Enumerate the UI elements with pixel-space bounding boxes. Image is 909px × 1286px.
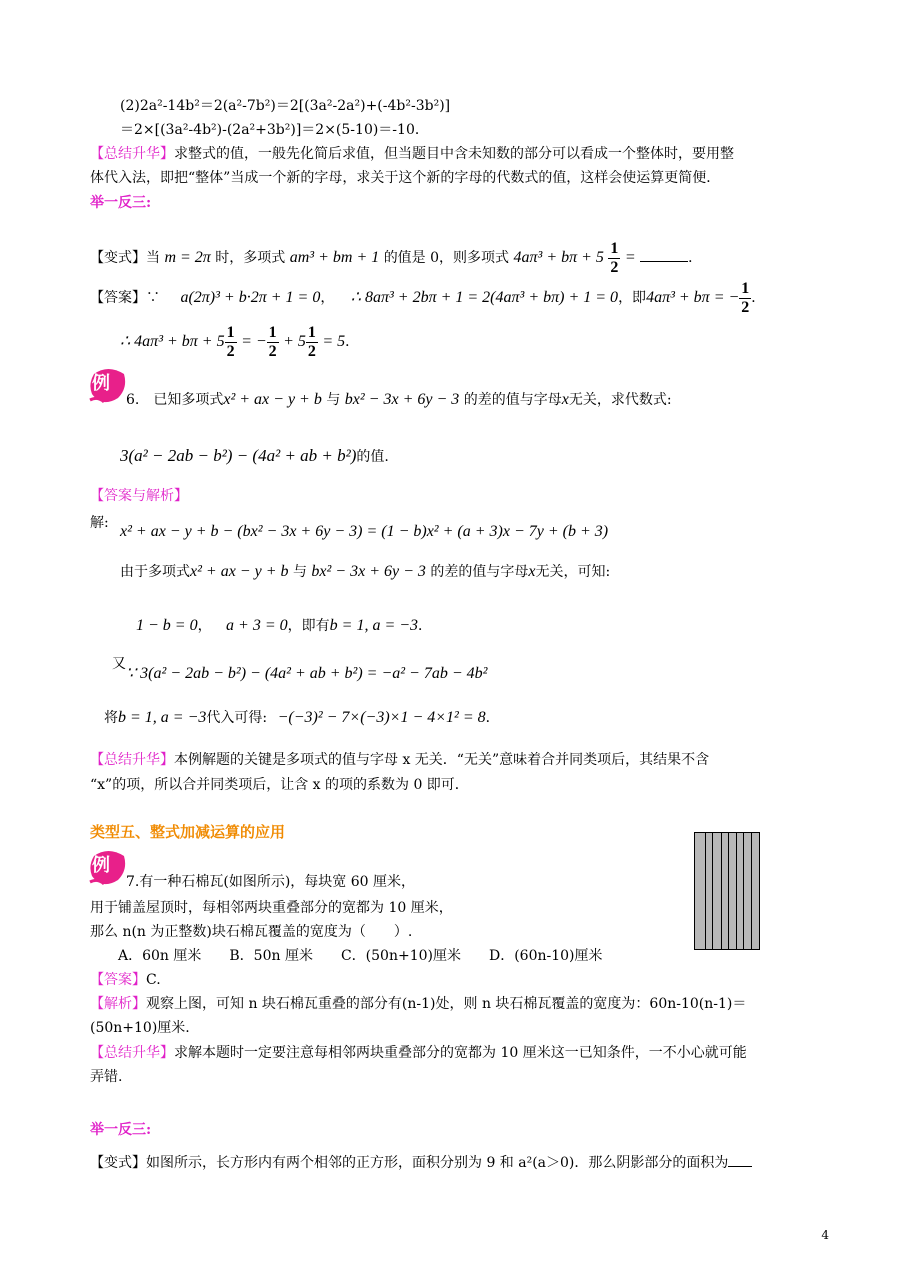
jiang-label: 将 xyxy=(104,710,118,726)
example-7-a: 7.有一种石棉瓦(如图所示)，每块宽 60 厘米， xyxy=(126,874,415,890)
practice-heading-1: 举一反三: xyxy=(90,195,152,211)
summary-3 xyxy=(90,1043,747,1063)
comma: ， xyxy=(197,618,212,634)
fraction-half: $\frac{1}{2}$ xyxy=(226,323,235,360)
answer-7 xyxy=(90,970,161,990)
math-ans-7: = 5 xyxy=(322,333,346,350)
text-value: 的值. xyxy=(356,449,389,465)
example-7-c: 那么 n(n 为正整数)块石棉瓦覆盖的宽度为（ ）. xyxy=(90,924,413,940)
math-ans-5: = − xyxy=(241,333,267,350)
answer-1-line-2 xyxy=(120,322,359,362)
period: ． xyxy=(485,710,500,726)
variant-text: 如图所示，长方形内有两个相邻的正方形，面积分别为 9 和 a²(a＞0)．那么阴影部分的面积为 xyxy=(146,1155,729,1171)
period: ． xyxy=(751,290,766,306)
math-ans-4: ∴ 4aπ³ + bπ + 5 xyxy=(120,333,225,350)
example-6-expr xyxy=(120,446,389,467)
analysis-7b: (50n+10)厘米. xyxy=(90,1020,190,1036)
math-x: x xyxy=(561,391,569,408)
math-poly-b: bx² − 3x + 6y − 3 xyxy=(311,563,426,580)
summary-tag: 【总结升华】 xyxy=(90,1045,174,1061)
math-poly-1: am³ + bm + 1 xyxy=(289,249,380,266)
solution-line-2 xyxy=(120,562,610,582)
math-result: −(−3)² − 7×(−3)×1 − 4×1² = 8 xyxy=(277,709,486,726)
summary-text: 求整式的值，一般先化简后求值，但当题目中含未知数的部分可以看成一个整体时，要用整 xyxy=(174,146,734,162)
asbestos-tile-figure xyxy=(694,832,760,950)
math-m-eq: m = 2π xyxy=(164,249,211,266)
period: ． xyxy=(345,334,360,350)
answer-value: C. xyxy=(146,972,161,988)
summary-3b: 弄错. xyxy=(90,1069,123,1085)
summary-1b: 体代入法，即把“整体”当成一个新的字母，求关于这个新的字母的代数式的值，这样会使运算更简便． xyxy=(90,170,721,186)
solution-text-c: 无关，可知: xyxy=(535,564,611,580)
math-poly-2: 4aπ³ + bπ + 5 xyxy=(513,249,604,266)
equals-sign: = xyxy=(624,249,636,266)
math-ans-2: ∴ 8aπ³ + 2bπ + 1 = 2(4aπ³ + bπ) + 1 = 0 xyxy=(350,289,619,306)
calc-line-1: (2)2a²-14b²＝2(a²-7b²)＝2[(3a²-2a²)+(-4b²-3b²)] xyxy=(120,98,451,114)
example-7-b: 用于铺盖屋顶时，每相邻两块重叠部分的宽都为 10 厘米， xyxy=(90,900,453,916)
math-poly-a: x² + ax − y + b xyxy=(190,563,289,580)
analysis-tag: 【解析】 xyxy=(90,996,146,1012)
variant-text-2: 时，多项式 xyxy=(215,250,286,266)
solution-text-b: 的差的值与字母 xyxy=(430,564,529,580)
summary-2b: “x”的项，所以合并同类项后，让含 x 的项的系数为 0 即可． xyxy=(90,777,469,793)
variant-tag: 【变式】 xyxy=(90,1155,146,1171)
analysis-7 xyxy=(90,994,746,1014)
solution-label: 解: xyxy=(90,515,109,531)
example-6-text-3: 无关，求代数式: xyxy=(568,392,672,408)
variant-tag: 【变式】当 xyxy=(90,250,160,266)
math-ans-6: + 5 xyxy=(283,333,306,350)
answer-blank[interactable] xyxy=(728,1166,752,1167)
comma: ， xyxy=(320,290,335,306)
fraction-half: $\frac{1}{2}$ xyxy=(610,239,619,276)
math-x: x xyxy=(528,563,536,580)
answer-1 xyxy=(90,278,765,318)
text-and: 与 xyxy=(292,564,307,580)
example-7-options: A．60n 厘米 B．50n 厘米 C．(50n+10)厘米 D．(60n-10)厘米 xyxy=(118,948,603,964)
solution-line-1: x² + ax − y + b − (bx² − 3x + 6y − 3) = (1 − b)x² + (a + 3)x − 7y + (b + 3) xyxy=(120,523,609,540)
summary-text: 求解本题时一定要注意每相邻两块重叠部分的宽都为 10 厘米这一已知条件，一不小心就可能 xyxy=(174,1045,747,1061)
example-6 xyxy=(126,390,672,410)
math-eq-3: b = 1, a = −3 xyxy=(329,617,419,634)
example-badge-glyph: 例 xyxy=(92,373,110,394)
fraction-half: $\frac{1}{2}$ xyxy=(307,323,316,360)
solution-text-e: 代入可得: xyxy=(206,710,268,726)
solution-text-a: 由于多项式 xyxy=(120,564,190,580)
math-ans-1: a(2π)³ + b·2π + 1 = 0 xyxy=(180,289,321,306)
page-number: 4 xyxy=(821,1228,829,1242)
summary-text: 本例解题的关键是多项式的值与字母 x 无关．“无关”意味着合并同类项后，其结果不含 xyxy=(174,752,710,768)
you-label: 又 xyxy=(112,656,126,672)
math-poly-b: bx² − 3x + 6y − 3 xyxy=(344,391,460,408)
fraction-half: $\frac{1}{2}$ xyxy=(268,323,277,360)
answer-tag: 【答案】∵ xyxy=(90,290,160,306)
summary-1 xyxy=(90,144,734,164)
period: ． xyxy=(418,618,433,634)
solution-line-4: ∵ 3(a² − 2ab − b²) − (4a² + ab + b²) = −a² − 7ab − 4b² xyxy=(126,665,488,682)
example-badge-glyph: 例 xyxy=(92,855,110,876)
math-expr: 3(a² − 2ab − b²) − (4a² + ab + b²) xyxy=(120,446,357,465)
solution-line-5 xyxy=(104,708,500,728)
math-eq-1: 1 − b = 0 xyxy=(136,617,198,634)
section-heading: 类型五、整式加减运算的应用 xyxy=(90,823,286,841)
math-ans-3: 4aπ³ + bπ = − xyxy=(646,289,740,306)
solution-text-d: ，即有 xyxy=(287,618,330,634)
variant-text-3: 的值是 0，则多项式 xyxy=(383,250,510,266)
answer-tag: 【答案】 xyxy=(90,972,146,988)
math-poly-a: x² + ax − y + b xyxy=(223,391,322,408)
math-eq-3: b = 1, a = −3 xyxy=(118,709,207,726)
answer-analysis-tag: 【答案与解析】 xyxy=(90,488,188,504)
calc-line-2: ＝2×[(3a²-4b²)-(2a²+3b²)]＝2×(5-10)＝-10． xyxy=(120,122,429,138)
math-eq-2: a + 3 = 0 xyxy=(226,617,288,634)
variant-2 xyxy=(90,1153,752,1173)
answer-blank[interactable] xyxy=(640,261,688,262)
text-and: 与 xyxy=(326,392,341,408)
practice-heading-2: 举一反三: xyxy=(90,1122,152,1138)
solution-line-3 xyxy=(136,616,432,636)
analysis-text: 观察上图，可知 n 块石棉瓦重叠的部分有(n-1)处，则 n 块石棉瓦覆盖的宽度为：60n-10(n-1)＝ xyxy=(146,996,747,1012)
fraction-half: $\frac{1}{2}$ xyxy=(741,279,750,316)
answer-text-3: ，即 xyxy=(618,290,647,306)
summary-tag: 【总结升华】 xyxy=(90,752,174,768)
summary-2 xyxy=(90,750,709,770)
summary-tag: 【总结升华】 xyxy=(90,146,174,162)
example-6-text-2: 的差的值与字母 xyxy=(463,392,562,408)
period: ． xyxy=(688,250,703,266)
example-6-text: 6. 已知多项式 xyxy=(126,392,224,408)
variant-1 xyxy=(90,238,702,278)
